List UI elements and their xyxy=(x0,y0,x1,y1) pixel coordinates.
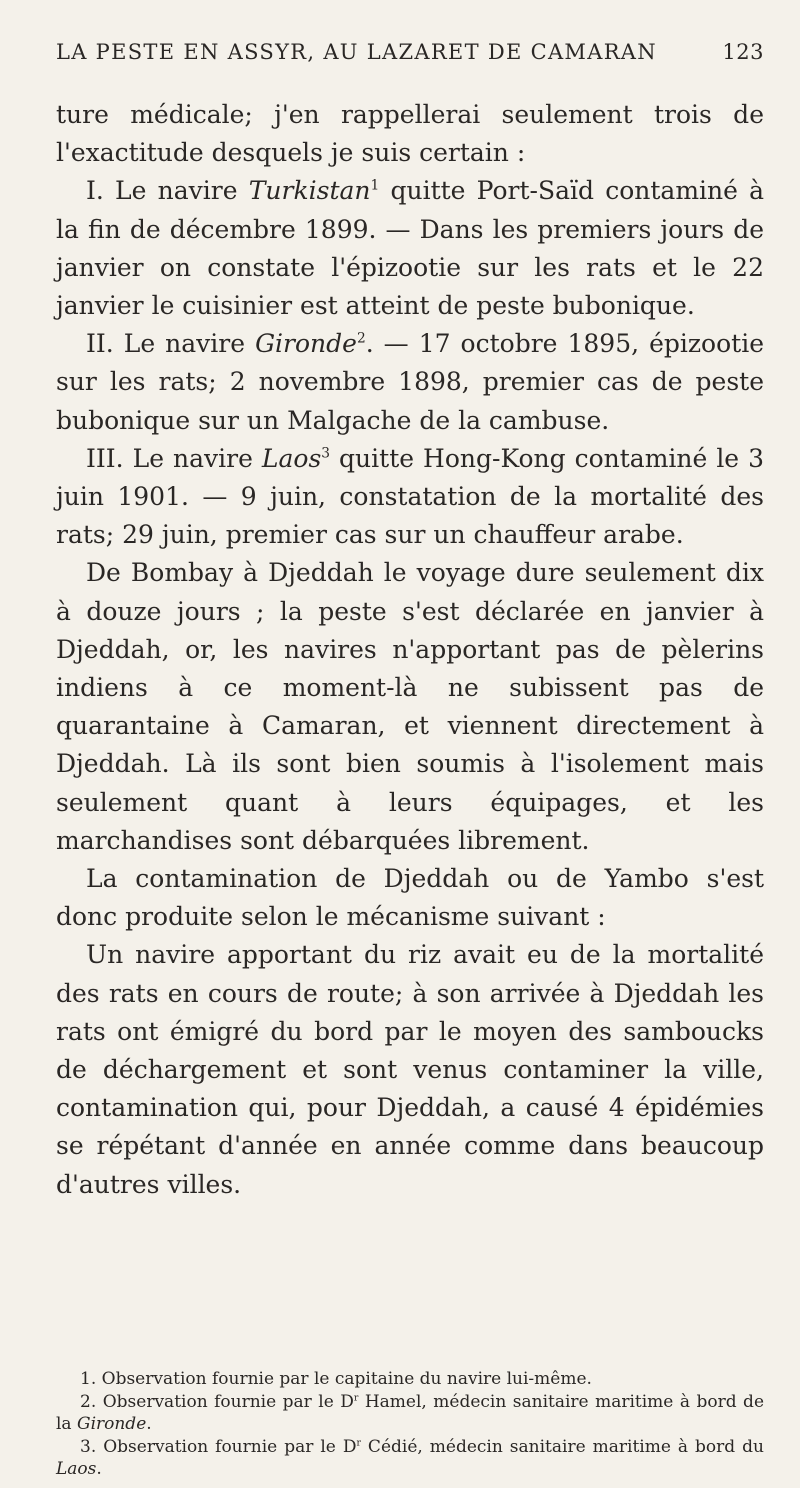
footnote-ref: 2 xyxy=(356,330,366,347)
paragraph-navire: Un navire apportant du riz avait eu de la mortalité des rats en cours de route; à son arrivée à Djeddah les rats ont émigré du bord par le moyen des samboucks de déchargement et sont venus contaminer la ville, contamination qui, pour Djeddah, a causé 4 épidémies se répétant d'année en année comme dans beaucoup d'autres villes. xyxy=(56,940,764,1199)
ship-name: Turkistan xyxy=(248,176,371,206)
case-numeral: I. xyxy=(86,176,104,206)
paragraph-contamination: La contamination de Djeddah ou de Yambo s'est donc produite selon le mécanisme suivant : xyxy=(56,864,764,932)
paragraph-intro: ture médicale; j'en rappellerai seulement trois de l'exactitude desquels je suis certain : xyxy=(56,100,764,168)
footnote-3: 3. Observation fournie par le $D^r$ Cédié, médecin sanitaire maritime à bord du Laos. xyxy=(56,1436,764,1479)
ship-name: Laos xyxy=(261,443,322,473)
footnote-1: 1. Observation fournie par le capitaine du navire lui-même. xyxy=(80,1369,592,1389)
case-numeral: III. xyxy=(86,443,124,473)
paragraph-case-2: II. Le navire Gironde$^2$. — 17 octobre 1895, épizootie sur les rats; 2 novembre 1898, premier cas de peste bubonique sur un Malgache de la cambuse. xyxy=(56,329,764,435)
body-text xyxy=(56,96,764,1204)
ship-name: Gironde xyxy=(255,329,357,359)
paragraph-case-3: III. Le navire Laos$^3$ quitte Hong-Kong contaminé le 3 juin 1901. — 9 juin, constatation de la mortalité des rats; 29 juin, premier cas sur un chauffeur arabe. xyxy=(56,443,765,550)
ship-name: Laos xyxy=(56,1459,97,1479)
running-title: LA PESTE EN ASSYR, AU LAZARET DE CAMARAN xyxy=(56,40,657,64)
paragraph-bombay: De Bombay à Djeddah le voyage dure seulement dix à douze jours ; la peste s'est déclarée en janvier à Djeddah, or, les navires n'apportant pas de pèlerins indiens à ce moment-là ne subissent pas de quarantaine à Camaran, et viennent directement à Djeddah. Là ils sont bien soumis à l'isolement mais seulement quant à leurs équipages, et les marchandises sont débarquées librement. xyxy=(56,558,764,855)
footnote-2: 2. Observation fournie par le $D^r$ Hamel, médecin sanitaire maritime à bord de la Gironde. xyxy=(56,1391,765,1434)
page-number: 123 xyxy=(722,40,764,64)
footnotes xyxy=(56,1368,764,1481)
footnote-ref: 1 xyxy=(370,178,380,195)
paragraph-case-1: I. Le navire Turkistan$^1$ quitte Port-Saïd contaminé à la fin de décembre 1899. — Dans les premiers jours de janvier on constate l'épizootie sur les rats et le 22 janvier le cuisinier est atteint de peste bubonique. xyxy=(56,176,765,321)
ship-name: Gironde xyxy=(76,1414,147,1434)
case-numeral: II. xyxy=(86,329,114,359)
running-header xyxy=(56,40,764,64)
footnote-ref: 3 xyxy=(321,445,331,462)
